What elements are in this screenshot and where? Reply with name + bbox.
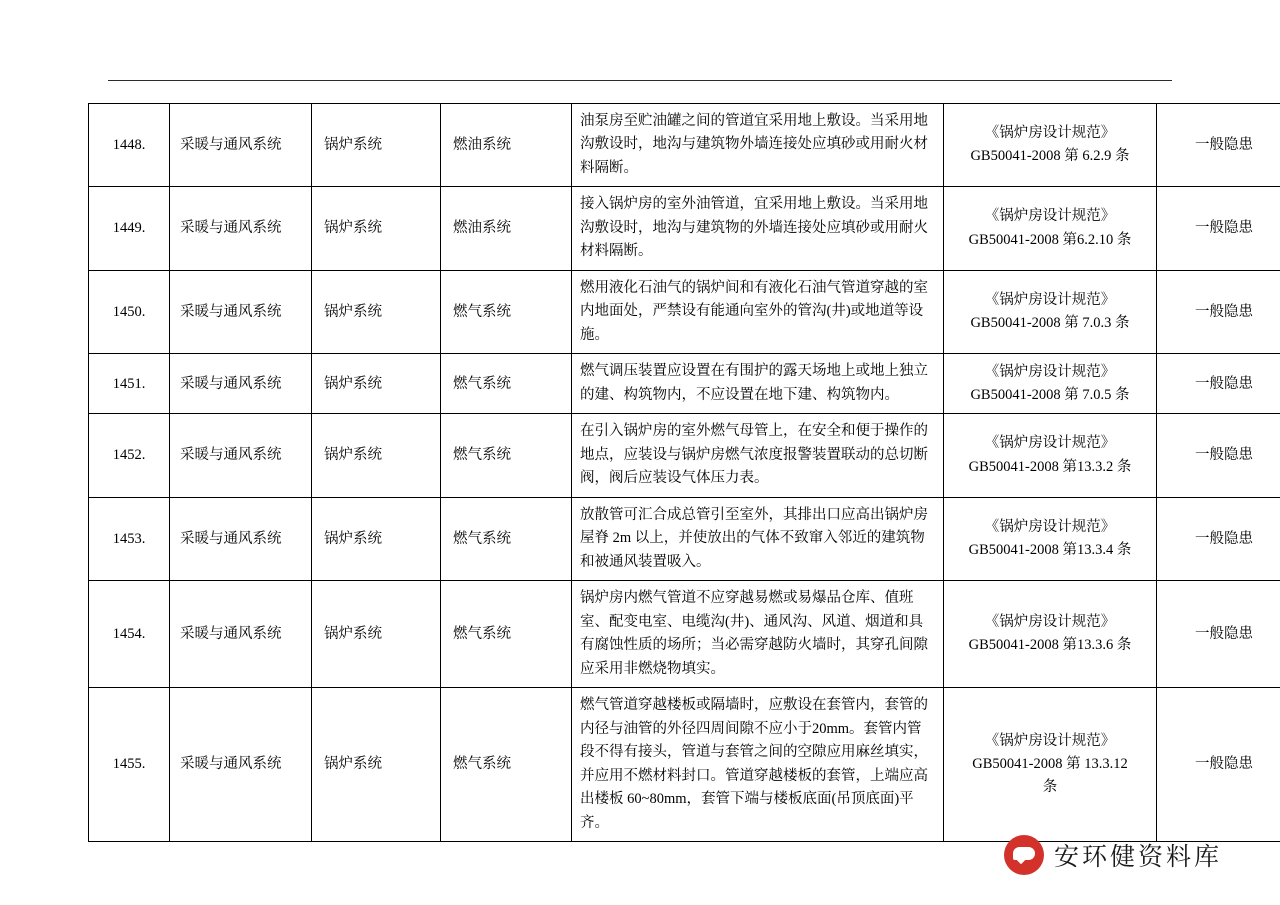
reference-line-1: 《锅炉房设计规范》 xyxy=(984,518,1116,535)
cell-subsystem: 锅炉系统 xyxy=(312,270,441,353)
table-row xyxy=(89,688,1280,842)
cell-subsystem: 锅炉系统 xyxy=(312,104,441,187)
cell-subsystem: 锅炉系统 xyxy=(312,354,441,414)
cell-system: 采暖与通风系统 xyxy=(170,497,312,580)
table-row xyxy=(89,414,1280,497)
cell-subsystem: 锅炉系统 xyxy=(312,581,441,688)
cell-item: 燃油系统 xyxy=(441,187,572,270)
cell-number: 1449. xyxy=(89,187,170,270)
cell-system: 采暖与通风系统 xyxy=(170,104,312,187)
cell-description: 接入锅炉房的室外油管道，宜采用地上敷设。当采用地沟敷设时，地沟与建筑物的外墙连接处应填砂或用耐火材料隔断。 xyxy=(572,187,944,270)
cell-number: 1451. xyxy=(89,354,170,414)
cell-system: 采暖与通风系统 xyxy=(170,414,312,497)
cell-item: 燃气系统 xyxy=(441,354,572,414)
cell-reference xyxy=(944,354,1157,414)
table-row xyxy=(89,270,1280,353)
cell-level: 一般隐患 xyxy=(1157,270,1280,353)
table-row xyxy=(89,581,1280,688)
cell-level: 一般隐患 xyxy=(1157,354,1280,414)
cell-number: 1452. xyxy=(89,414,170,497)
cell-level: 一般隐患 xyxy=(1157,581,1280,688)
cell-system: 采暖与通风系统 xyxy=(170,581,312,688)
reference-line-2: GB50041-2008 第13.3.2 条 xyxy=(968,458,1132,475)
cell-number: 1453. xyxy=(89,497,170,580)
cell-system: 采暖与通风系统 xyxy=(170,354,312,414)
cell-reference xyxy=(944,187,1157,270)
cell-number: 1450. xyxy=(89,270,170,353)
reference-line-1: 《锅炉房设计规范》 xyxy=(984,363,1116,380)
reference-line-1: 《锅炉房设计规范》 xyxy=(984,208,1116,225)
reference-line-1: 《锅炉房设计规范》 xyxy=(984,614,1116,631)
cell-reference xyxy=(944,688,1157,842)
cell-level: 一般隐患 xyxy=(1157,688,1280,842)
speech-bubble-icon xyxy=(1004,835,1044,875)
reference-line-1: 《锅炉房设计规范》 xyxy=(984,125,1116,142)
cell-description: 油泵房至贮油罐之间的管道宜采用地上敷设。当采用地沟敷设时，地沟与建筑物外墙连接处应填砂或用耐火材料隔断。 xyxy=(572,104,944,187)
cell-item: 燃气系统 xyxy=(441,581,572,688)
watermark-text: 安环健资料库 xyxy=(1053,843,1222,871)
reference-line-2: GB50041-2008 第 6.2.9 条 xyxy=(970,148,1130,165)
cell-number: 1455. xyxy=(89,688,170,842)
cell-subsystem: 锅炉系统 xyxy=(312,688,441,842)
cell-description: 燃用液化石油气的锅炉间和有液化石油气管道穿越的室内地面处，严禁设有能通向室外的管沟(井)或地道等设施。 xyxy=(572,270,944,353)
cell-reference xyxy=(944,414,1157,497)
reference-line-2: GB50041-2008 第 7.0.3 条 xyxy=(970,315,1130,332)
cell-item: 燃气系统 xyxy=(441,414,572,497)
cell-level: 一般隐患 xyxy=(1157,497,1280,580)
reference-line-1: 《锅炉房设计规范》 xyxy=(984,435,1116,452)
cell-subsystem: 锅炉系统 xyxy=(312,497,441,580)
table-row xyxy=(89,354,1280,414)
reference-line-3: 条 xyxy=(1042,779,1058,796)
cell-description: 放散管可汇合成总管引至室外，其排出口应高出锅炉房屋脊 2m 以上，并使放出的气体不致窜入邻近的建筑物和被通风装置吸入。 xyxy=(572,497,944,580)
reference-line-1: 《锅炉房设计规范》 xyxy=(984,291,1116,308)
cell-description: 锅炉房内燃气管道不应穿越易燃或易爆品仓库、值班室、配变电室、电缆沟(井)、通风沟、风道、烟道和具有腐蚀性质的场所；当必需穿越防火墙时，其穿孔间隙应采用非燃烧物填实。 xyxy=(572,581,944,688)
reference-line-2: GB50041-2008 第13.3.4 条 xyxy=(968,542,1132,558)
cell-level: 一般隐患 xyxy=(1157,104,1280,187)
cell-level: 一般隐患 xyxy=(1157,414,1280,497)
cell-reference xyxy=(944,104,1157,187)
cell-item: 燃油系统 xyxy=(441,104,572,187)
table-row xyxy=(89,187,1280,270)
table-row xyxy=(89,497,1280,580)
cell-item: 燃气系统 xyxy=(441,270,572,353)
header-rule xyxy=(108,80,1172,81)
cell-reference xyxy=(944,497,1157,580)
cell-item: 燃气系统 xyxy=(441,497,572,580)
cell-reference xyxy=(944,270,1157,353)
cell-system: 采暖与通风系统 xyxy=(170,187,312,270)
reference-line-2: GB50041-2008 第 13.3.12 xyxy=(972,756,1128,773)
cell-number: 1448. xyxy=(89,104,170,187)
cell-subsystem: 锅炉系统 xyxy=(312,187,441,270)
cell-item: 燃气系统 xyxy=(441,688,572,842)
table-body xyxy=(89,104,1280,842)
hazard-table xyxy=(88,103,1280,842)
cell-description: 在引入锅炉房的室外燃气母管上，在安全和便于操作的地点，应装设与锅炉房燃气浓度报警装置联动的总切断阀，阀后应装设气体压力表。 xyxy=(572,414,944,497)
cell-subsystem: 锅炉系统 xyxy=(312,414,441,497)
reference-line-2: GB50041-2008 第13.3.6 条 xyxy=(968,637,1132,654)
cell-number: 1454. xyxy=(89,581,170,688)
reference-line-2: GB50041-2008 第 7.0.5 条 xyxy=(970,386,1130,403)
cell-reference xyxy=(944,581,1157,688)
cell-system: 采暖与通风系统 xyxy=(170,270,312,353)
cell-system: 采暖与通风系统 xyxy=(170,688,312,842)
cell-description: 燃气调压装置应设置在有围护的露天场地上或地上独立的建、构筑物内，不应设置在地下建、构筑物内。 xyxy=(572,354,944,414)
cell-description: 燃气管道穿越楼板或隔墙时，应敷设在套管内，套管的内径与油管的外径四周间隙不应小于20mm。套管内管段不得有接头，管道与套管之间的空隙应用麻丝填实，并应用不燃材料封口。管道穿越楼板的套管，上端应高出楼板 60~80mm，套管下端与楼板底面(吊顶底面)平齐。 xyxy=(572,688,944,842)
cell-level: 一般隐患 xyxy=(1157,187,1280,270)
table-row xyxy=(89,104,1280,187)
reference-line-2: GB50041-2008 第6.2.10 条 xyxy=(968,231,1132,248)
reference-line-1: 《锅炉房设计规范》 xyxy=(984,732,1116,749)
watermark-logo xyxy=(1004,835,1222,875)
